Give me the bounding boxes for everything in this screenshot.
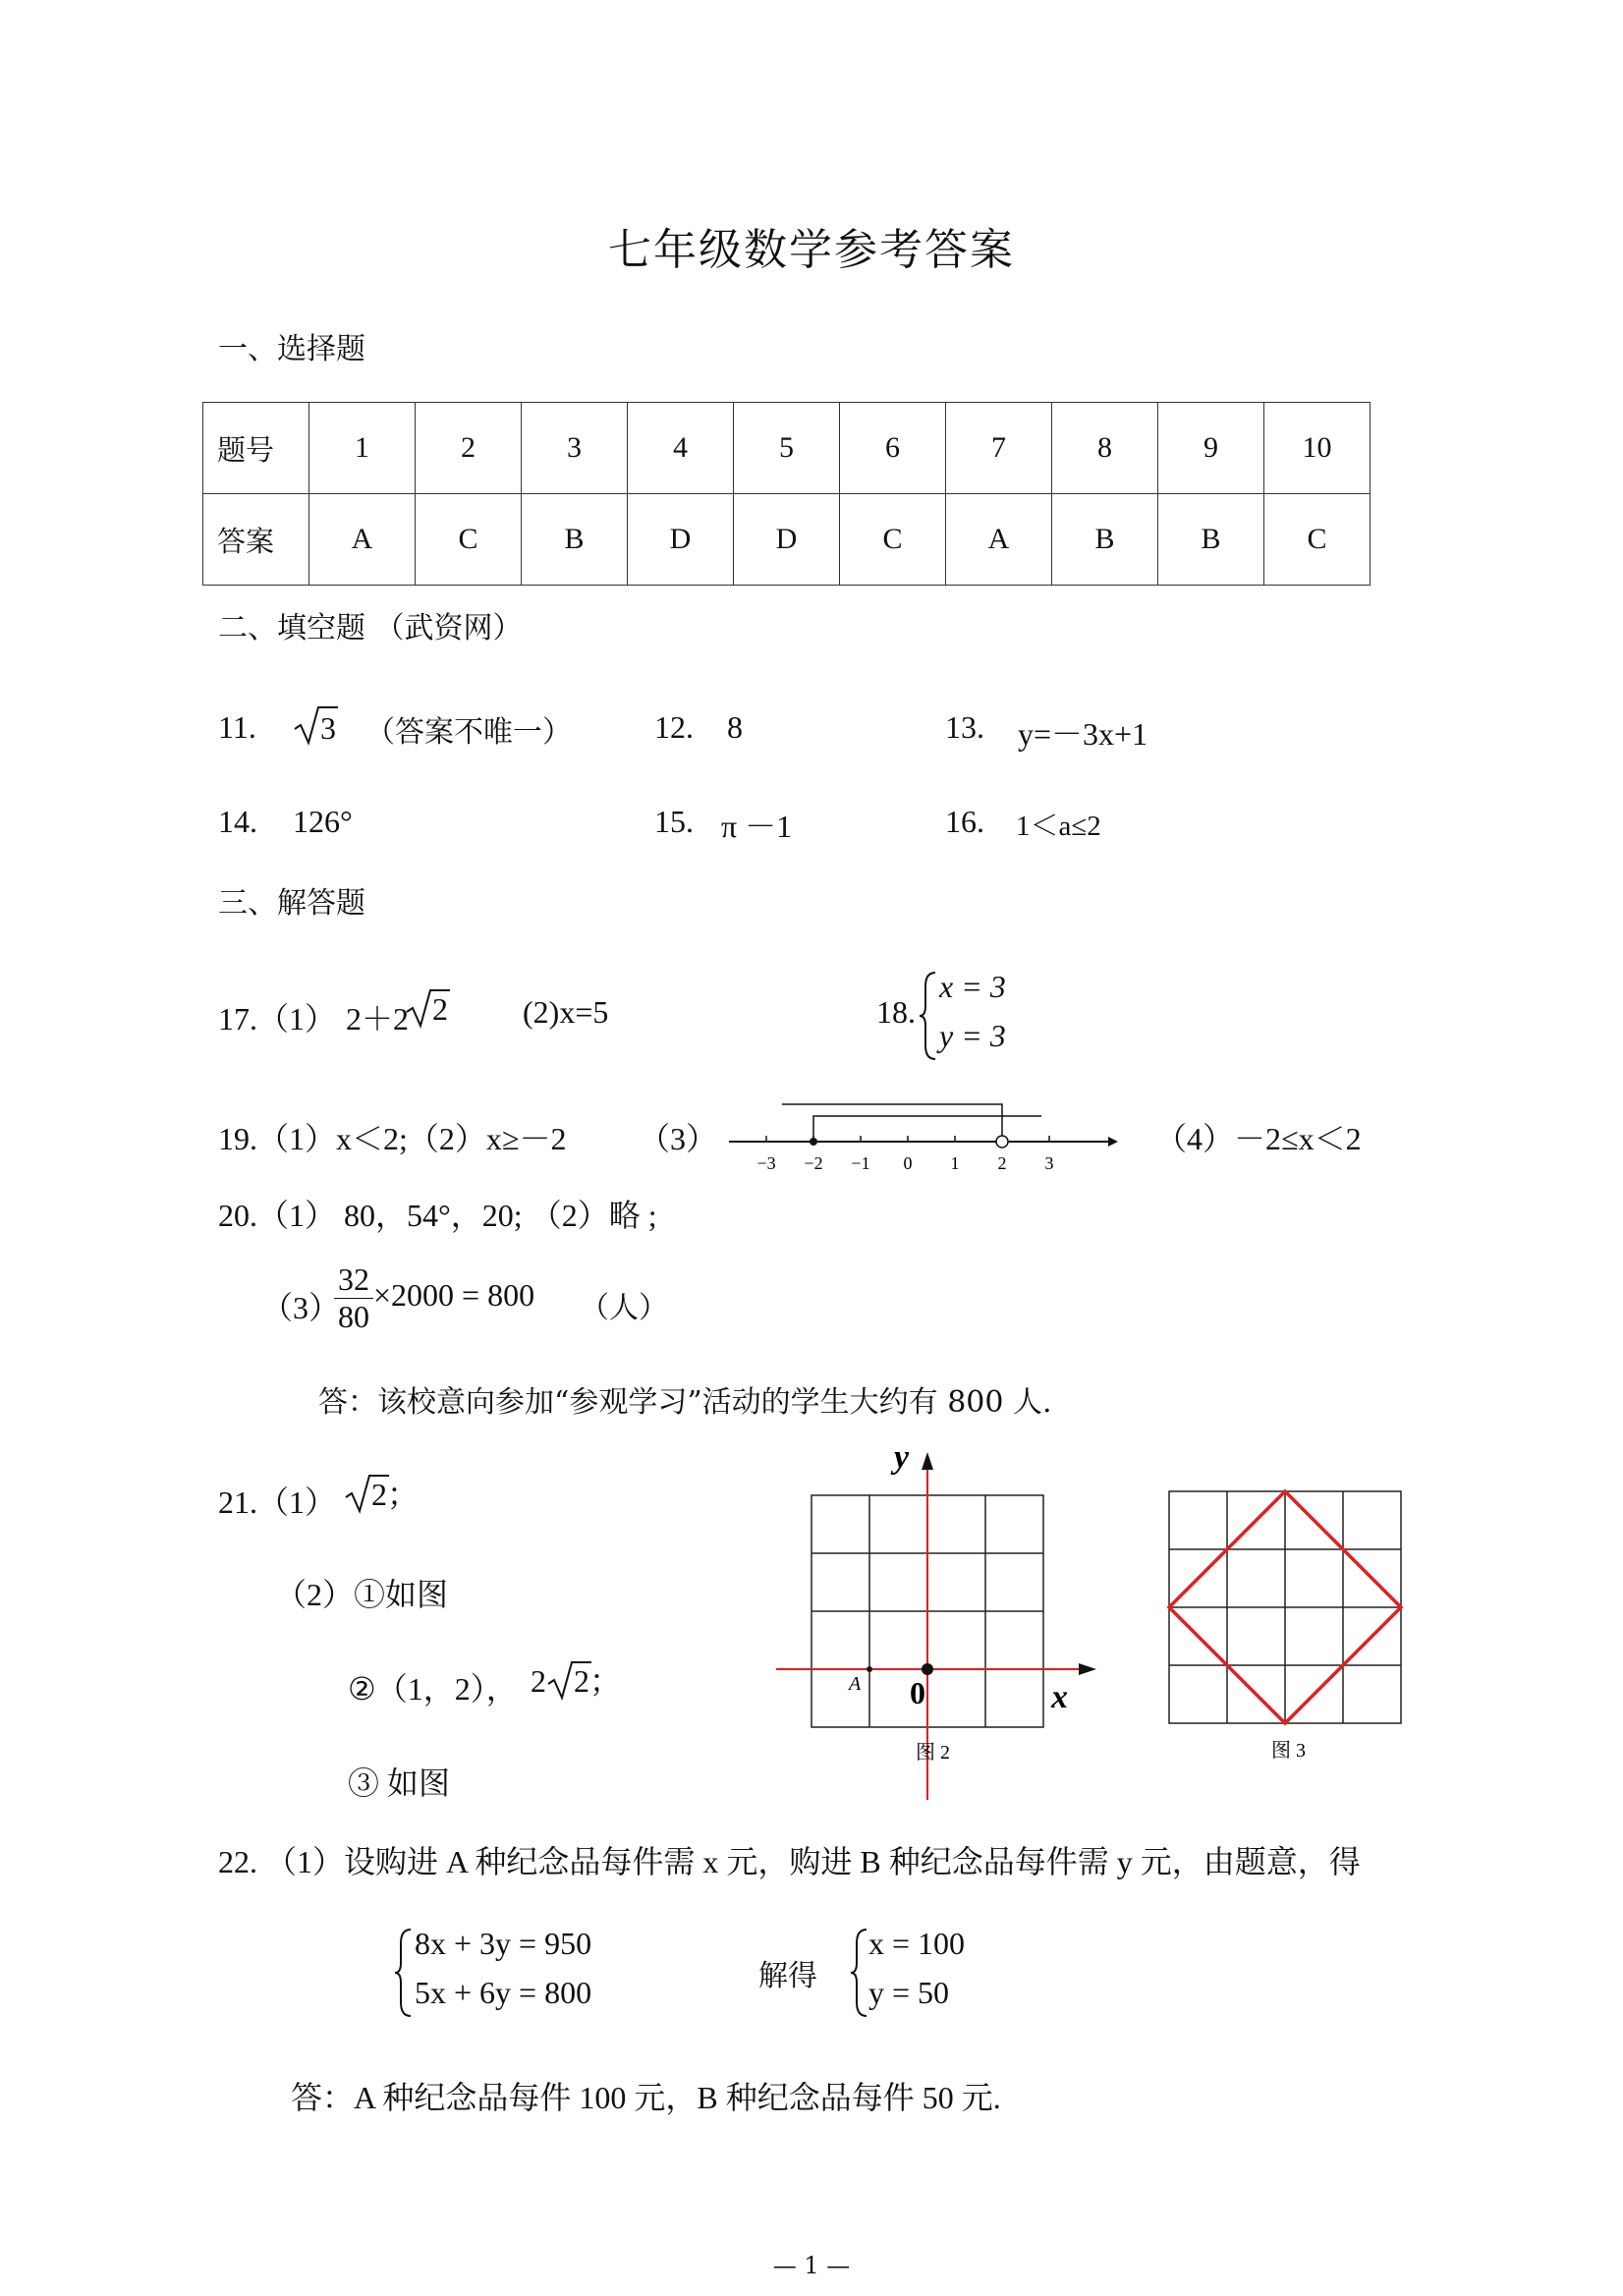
- grid-3: [1169, 1491, 1401, 1723]
- table-cell: 9: [1158, 403, 1264, 494]
- table-cell: C: [840, 494, 946, 586]
- fraction-numerator: 32: [334, 1261, 373, 1299]
- table-cell: A: [946, 494, 1052, 586]
- q21-line4: ③ 如图: [348, 1765, 451, 1801]
- y-axis-label: y: [894, 1444, 910, 1476]
- coef: 2: [531, 1663, 546, 1699]
- fraction-rest: ×2000 = 800: [373, 1276, 535, 1313]
- q21-radicand: 2: [371, 1477, 387, 1512]
- brace-icon: [918, 969, 939, 1063]
- q17-radicand: 2: [432, 991, 448, 1027]
- q19-part3: （3）: [639, 1121, 718, 1156]
- brace-icon: [393, 1926, 415, 2020]
- figure-2: [766, 1444, 1100, 1808]
- table-cell: B: [1158, 494, 1264, 586]
- q11-radicand: 3: [320, 710, 336, 746]
- tick-label: −3: [756, 1153, 776, 1173]
- q17-expr-a: 2＋2: [346, 1001, 410, 1036]
- open-point: [996, 1136, 1008, 1148]
- q17-part2: (2)x=5: [523, 994, 609, 1030]
- table-cell: B: [1052, 494, 1158, 586]
- number-line-figure: [727, 1098, 1120, 1177]
- q20-answer: 答：该校意向参加“参观学习”活动的学生大约有 800 人.: [318, 1385, 1052, 1420]
- q16-answer: 1＜a≤2: [1016, 811, 1101, 842]
- arrow-icon: [1108, 1137, 1118, 1147]
- table-cell: D: [628, 494, 734, 586]
- q12-answer: 8: [727, 709, 743, 745]
- q22-sol1: x = 100: [868, 1926, 966, 1961]
- q17-sqrt: [405, 986, 448, 1030]
- table-cell: 4: [628, 403, 734, 494]
- figure-2-caption: 图 2: [916, 1742, 950, 1764]
- q15-number: 15.: [654, 804, 694, 839]
- origin-label: 0: [910, 1675, 925, 1710]
- q12-number: 12.: [654, 709, 694, 745]
- tick-label: 3: [1044, 1153, 1054, 1173]
- q22-eq2: 5x + 6y = 800: [415, 1975, 592, 2010]
- q11-number: 11.: [218, 709, 256, 745]
- q20-part3: （3）: [261, 1290, 341, 1325]
- origin-point: [922, 1663, 933, 1675]
- q22-answer: 答：A 种纪念品每件 100 元，B 种纪念品每件 50 元.: [291, 2080, 1001, 2115]
- q22-sol2: y = 50: [868, 1975, 950, 2010]
- table-answer-label: 答案: [203, 494, 309, 586]
- table-row-numbers: [203, 403, 1371, 494]
- q16-number: 16.: [945, 804, 984, 839]
- tick-label: 2: [997, 1153, 1007, 1173]
- table-cell: B: [522, 494, 628, 586]
- x-axis-label: x: [1051, 1679, 1068, 1715]
- tick-label: −2: [804, 1153, 823, 1173]
- table-cell: C: [416, 494, 522, 586]
- q22-line1: 22. （1）设购进 A 种纪念品每件需 x 元，购进 B 种纪念品每件需 y 元，由题意，得: [218, 1844, 1361, 1879]
- semicolon: ；: [387, 1477, 420, 1512]
- q17-number: 17.（1）: [218, 1001, 337, 1036]
- q18-eq1: x = 3: [939, 969, 1006, 1004]
- table-cell: 8: [1052, 403, 1158, 494]
- point-a-label: A: [849, 1673, 862, 1695]
- figure-3: [1159, 1474, 1415, 1768]
- q19-part4: （4）－2≤x＜2: [1155, 1121, 1362, 1156]
- page-footer: — 1 —: [772, 2252, 851, 2279]
- q13-number: 13.: [945, 709, 984, 745]
- section-solve-heading: 三、解答题: [218, 886, 365, 921]
- tick-label: 1: [950, 1153, 960, 1173]
- table-cell: 3: [522, 403, 628, 494]
- semicolon: ；: [589, 1663, 622, 1699]
- q11-answer: [293, 703, 336, 747]
- section-choice-heading: 一、选择题: [218, 332, 365, 366]
- table-cell: D: [734, 494, 840, 586]
- point-a: [867, 1666, 872, 1672]
- q21-line2: （2）①如图: [275, 1577, 449, 1612]
- tick-label: 0: [903, 1153, 913, 1173]
- q21-line3a: ②（1，2），: [348, 1671, 518, 1707]
- table-cell: 10: [1264, 403, 1371, 494]
- figure-3-caption: 图 3: [1271, 1740, 1306, 1762]
- section-fill-heading: 二、填空题 （武资网）: [218, 611, 523, 645]
- table-cell: A: [309, 494, 416, 586]
- q21-sqrt: [344, 1470, 419, 1515]
- q20-line1: 20.（1） 80，54°，20; （2）略 ;: [218, 1198, 657, 1233]
- table-cell: 5: [734, 403, 840, 494]
- tick-label: −1: [851, 1153, 870, 1173]
- y-arrow-icon: [922, 1452, 933, 1470]
- q18-eq2: y = 3: [939, 1018, 1006, 1053]
- q19-text1: 19.（1）x＜2;（2）x≥－2: [218, 1121, 567, 1156]
- q22-eq1: 8x + 3y = 950: [415, 1926, 592, 1961]
- q22-solve-label: 解得: [758, 1959, 817, 1993]
- q21-line3-sqrt: [531, 1656, 621, 1702]
- table-row-answers: [203, 494, 1371, 586]
- table-cell: 1: [309, 403, 416, 494]
- table-cell: C: [1264, 494, 1371, 586]
- x-arrow-icon: [1079, 1663, 1096, 1675]
- q20-fraction: [334, 1261, 534, 1335]
- q11-note: （答案不唯一）: [365, 715, 572, 750]
- brace-icon: [849, 1926, 870, 2020]
- q15-answer: π －1: [721, 809, 793, 844]
- q14-number: 14.: [218, 804, 257, 839]
- page-title: 七年级数学参考答案: [608, 225, 1015, 275]
- answer-table: [202, 402, 1371, 586]
- fraction-denominator: 80: [338, 1299, 369, 1334]
- q20-unit: （人）: [580, 1291, 668, 1325]
- q14-answer: 126°: [293, 804, 353, 839]
- closed-point: [810, 1138, 817, 1146]
- solution-bracket-upper: [782, 1104, 1002, 1142]
- q13-answer: y=－3x+1: [1018, 716, 1148, 752]
- table-cell: 2: [416, 403, 522, 494]
- q21-radicand2: 2: [574, 1663, 589, 1699]
- q21-line1: 21.（1）: [218, 1484, 337, 1520]
- table-cell: 7: [946, 403, 1052, 494]
- table-header-label: 题号: [203, 403, 309, 494]
- table-cell: 6: [840, 403, 946, 494]
- q18-number: 18.: [876, 994, 916, 1030]
